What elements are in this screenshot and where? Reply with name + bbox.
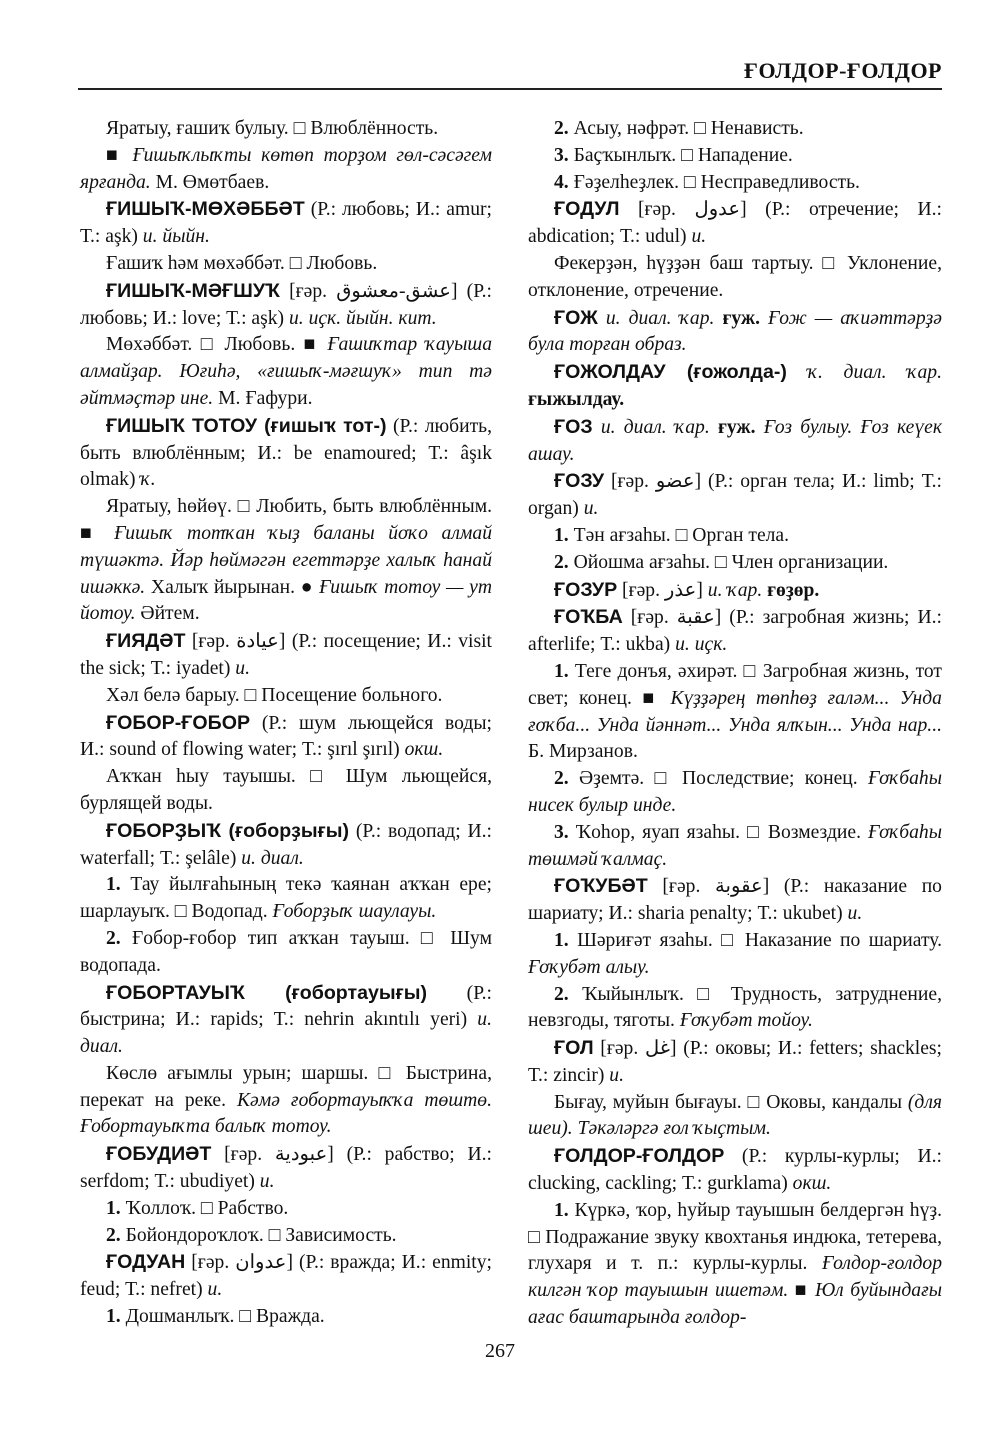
entry-text: Ғож — аҡиәттәрҙә була торған образ. — [528, 307, 942, 356]
entry-text — [760, 308, 768, 329]
entry-text: и. иҫк. — [675, 634, 728, 656]
entry-text: Ғишыҡ тотоу — ут йотоу. — [80, 576, 492, 625]
entry-text: Шәриғәт язаһы. □ Наказание по шариату. — [568, 929, 942, 951]
dictionary-entry — [528, 820, 942, 874]
entry-text: и. — [207, 1279, 223, 1301]
entry-text: [ғәр. عقبة] (Р.: загробная жизнь; И.: afterlife; Т.: ukba) — [528, 607, 942, 656]
entry-headword: ҒИШЫҠ-МӨХӘББӘТ — [106, 198, 305, 221]
entry-text: Аҡҡан һыу тауышы. □ Шум льющейся, бурлящей воды. — [80, 766, 492, 814]
entry-text: 2. — [106, 1224, 121, 1246]
running-head-title: ҒОЛДОР-ҒОЛДОР — [743, 58, 942, 83]
entry-text: Күҙҙәрең төпһөҙ ғаләм... Унда ғоҡба... Унда йәннәт... Унда ялҡын... Унда нар... — [528, 687, 942, 736]
dictionary-entry — [528, 305, 942, 360]
entry-text: [ғәр. عذر] — [617, 579, 708, 601]
dictionary-entry — [80, 413, 492, 494]
dictionary-entry — [80, 764, 492, 818]
entry-text: и. — [259, 1171, 275, 1193]
entry-text: ҡ. — [140, 469, 156, 491]
dictionary-entry — [528, 196, 942, 251]
entry-text: Ғоҡубәт тойоу. — [679, 1010, 813, 1032]
entry-headword: ҒИЯДӘТ — [106, 630, 186, 653]
entry-text: Хәл белә барыу. □ Посещение больного. — [106, 684, 443, 706]
entry-text: 3. — [554, 144, 569, 166]
entry-headword: ҒОҠУБӘТ — [554, 875, 648, 898]
entry-headword: ҒОЖОЛДАУ (ғожолда-) — [554, 361, 787, 384]
entry-text: Ойошма ағзаһы. □ Член организации. — [568, 551, 889, 573]
entry-text: [ғәр. عشق-معشوق] (Р.: любовь; И.: love; Т.: aşk) — [80, 280, 492, 329]
entry-text: [ғәр. عقوبة] (Р.: наказание по шариату; И.: sharia penalty; Т.: ukubet) — [528, 876, 942, 925]
entry-text: окш. — [792, 1173, 832, 1195]
entry-text: и. — [609, 1064, 624, 1086]
dictionary-entry — [80, 1223, 492, 1250]
entry-text: [ғәр. عبودية] (Р.: рабство; И.: serfdom; Т.: ubudiyet) — [80, 1144, 492, 1193]
entry-text: ■ — [106, 144, 133, 166]
dictionary-entry — [528, 1143, 942, 1198]
entry-text: (Р.: курлы-курлы; И.: clucking, cackling; Т.: gurklama) — [528, 1146, 942, 1195]
entry-text: Дошманлыҡ. □ Вражда. — [120, 1306, 325, 1328]
entry-text: Фекерҙән, һүҙҙән баш тартыу. □ Уклонение, отклонение, отречение. — [528, 252, 942, 301]
entry-text: Яратыу, ғашиҡ булыу. □ Влюблённость. — [106, 118, 439, 139]
dictionary-entry — [80, 251, 492, 278]
entry-headword: ҒИШЫҠ ТОТОУ (ғишыҡ тот-) — [106, 414, 387, 437]
entry-text: 3. — [554, 821, 569, 843]
dictionary-entry — [80, 1249, 492, 1304]
entry-headword: ҒОЗ — [554, 415, 593, 438]
dictionary-entry — [528, 766, 942, 820]
entry-text: 1. — [554, 524, 569, 546]
entry-text: 2. — [554, 551, 569, 573]
dictionary-entry — [528, 1035, 942, 1090]
dictionary-entry — [528, 604, 942, 659]
dictionary-entry — [80, 494, 492, 628]
entry-text: и. диал. — [80, 1009, 492, 1058]
entry-text: и. диал. ҡар. — [605, 307, 715, 329]
dictionary-entry — [528, 928, 942, 982]
running-header — [78, 52, 942, 90]
entry-text: окш. — [404, 739, 444, 761]
dictionary-entry — [528, 873, 942, 928]
entry-text: и. иҫк. йыйн. кит. — [288, 307, 437, 329]
dictionary-entry — [80, 196, 492, 251]
entry-text: Асыу, нәфрәт. □ Ненависть. — [568, 118, 804, 139]
left-column — [80, 116, 492, 1331]
entry-text: Күркә, ҡор, һуйыр тауышын белдергән һүҙ. □ Подражание звуку квохтанья индюка, тетерева, глухаря и т. п.: курлы-курлы. — [528, 1199, 942, 1275]
entry-text: Ғоборҙыҡ шаулауы. — [272, 901, 437, 923]
entry-text: Ғоз булыу. Ғоз кеүек ашау. — [528, 416, 943, 465]
dictionary-entry — [528, 1198, 942, 1332]
entry-headword: ҒОЗУР — [554, 578, 618, 601]
entry-text: ғөҙөр. — [767, 579, 820, 601]
entry-text: и. диал. ҡар. — [600, 416, 710, 438]
dictionary-entry — [80, 332, 492, 412]
dictionary-entry — [528, 1090, 942, 1144]
dictionary-entry — [528, 659, 942, 766]
entry-headword: ҒОДУЛ — [554, 198, 620, 221]
dictionary-entry — [80, 143, 492, 197]
entry-text: Ғобор-ғобор тип аҡҡан тауыш. □ Шум водопада. — [80, 927, 492, 976]
dictionary-entry — [80, 1196, 492, 1223]
dictionary-entry — [80, 872, 492, 926]
entry-text: (Р.: любить, быть влюблённым; И.: be enamoured; Т.: âşık olmak) — [80, 415, 493, 491]
entry-headword: ҒОЛ — [554, 1037, 594, 1060]
entry-text: и. — [847, 903, 863, 925]
entry-text: Ғишыҡлыҡты көтөп торҙом гөл-сәсәгем ярғанда. — [80, 144, 492, 193]
entry-text: ғуж. — [722, 307, 760, 329]
entry-text: Ғолдор-ғолдор килгән ҡор тауышын ишетәм. — [528, 1253, 942, 1302]
entry-text: и. — [235, 657, 250, 679]
entry-text: 1. — [554, 660, 569, 682]
entry-text: Юл буйындағы ағас баштарында ғолдор- — [528, 1280, 942, 1329]
entry-headword: ҒОБОР-ҒОБОР — [106, 711, 251, 734]
entry-text: Яратыу, һөйөү. □ Любить, быть влюблённым. ■ — [80, 496, 492, 544]
entry-text: и. — [583, 498, 599, 520]
entry-text: ғыжылдау. — [528, 388, 625, 410]
entry-text: Ҡыйынлыҡ. □ Трудность, затруднение, невзгоды, тяготы. — [528, 983, 942, 1032]
entry-text: Тау йылғаһының текә ҡаянан аҡҡан ере; шарлауыҡ. □ Водопад. — [80, 874, 492, 923]
entry-headword: ҒОЖ — [554, 306, 598, 329]
entry-text: Ғәҙелһеҙлек. □ Несправедливость. — [568, 171, 860, 193]
entry-text: Ҡоһор, яуап язаһы. □ Возмездие. — [568, 821, 868, 843]
entry-text: [ғәр. عضو] (Р.: орган тела; И.: limb; Т.: organ) — [528, 471, 942, 520]
entry-text: 4. — [554, 171, 569, 193]
dictionary-entry — [80, 710, 492, 765]
entry-text: 2. — [554, 983, 569, 1005]
dictionary-entry — [80, 1061, 492, 1141]
dictionary-entry — [80, 980, 492, 1061]
entry-text: Бойондороҡлоҡ. □ Зависимость. — [120, 1224, 397, 1246]
entry-text: М. Өмөтбаев. — [150, 171, 270, 193]
dictionary-entry — [80, 1141, 492, 1196]
entry-text: Бығау, муйын бығауы. □ Оковы, кандалы — [554, 1091, 908, 1113]
entry-text: Халыҡ йырынан. ● — [145, 576, 320, 598]
entry-text: и. диал. — [241, 847, 304, 869]
entry-text: Кәмә ғобортауыҡҡа төштө. Ғобортауыҡта балыҡ тотоу. — [80, 1089, 492, 1138]
dictionary-entry — [528, 170, 942, 197]
dictionary-entry — [80, 116, 492, 143]
entry-text: [ғәр. عدول] (Р.: отречение; И.: abdication; Т.: udul) — [528, 199, 942, 248]
entry-text: 2. — [106, 927, 121, 949]
entry-text: (Р.: шум льющейся воды; И.: sound of flowing water; Т.: şırıl şırıl) — [80, 712, 492, 761]
entry-text: Баҫҡынлыҡ. □ Нападение. — [568, 144, 793, 166]
entry-text: Әйтем. — [135, 603, 200, 625]
entry-text: 1. — [554, 929, 569, 951]
dictionary-entry — [80, 628, 492, 683]
dictionary-entry — [528, 251, 942, 305]
entry-text: Ғашиҡ һәм мөхәббәт. □ Любовь. — [106, 252, 378, 274]
entry-text — [787, 362, 808, 383]
entry-text: Мөхәббәт. □ Любовь. ■ — [106, 334, 328, 356]
entry-text: Әҙемтә. □ Последствие; конец. — [568, 768, 868, 790]
entry-text — [593, 417, 601, 438]
page-number: 267 — [485, 1340, 515, 1362]
entry-text: [ғәр. عيادة] (Р.: посещение; И.: visit the sick; Т.: iyadet) — [80, 631, 492, 679]
entry-text: М. Ғафури. — [213, 387, 313, 409]
entry-text: 1. — [106, 1306, 121, 1328]
entry-text: ■ — [788, 1280, 815, 1302]
entry-text: [ғәр. غل] (Р.: оковы; И.: fetters; shackles; Т.: zincir) — [528, 1038, 942, 1086]
entry-text: Ҡоллоҡ. □ Рабство. — [120, 1197, 289, 1219]
entry-headword: ҒОБОРТАУЫҠ (ғобортауығы) — [106, 981, 428, 1004]
entry-text: Көслө ағымлы урын; шаршы. □ Быстрина, перекат на реке. — [80, 1062, 492, 1111]
entry-text: Тән ағзаһы. □ Орган тела. — [568, 524, 790, 546]
entry-text: 1. — [106, 874, 121, 896]
dictionary-entry — [528, 577, 942, 605]
entry-text: (Р.: водопад; И.: waterfall; Т.: şelâle) — [80, 820, 492, 869]
entry-text: Ғашиҡтар ҡауыша алмайҙар. Юғиһә, «ғишыҡ-мәғшуҡ» тип тә әйтмәҫтәр ине. — [80, 334, 492, 409]
dictionary-entry — [528, 143, 942, 170]
entry-text: и. ҡар. — [707, 579, 763, 601]
dictionary-entry — [528, 359, 942, 414]
entry-headword: ҒОҠБА — [554, 606, 623, 629]
entry-text: ҡ. диал. ҡар. — [807, 362, 942, 384]
entry-text: 1. — [554, 1199, 569, 1221]
dictionary-entry — [80, 926, 492, 980]
dictionary-entry — [528, 414, 942, 469]
entry-text: Ғишыҡ тотҡан ҡыҙ баланы йоҡо алмай түшәктә. Йәр һөймәгән егеттәрҙе халыҡ һанай ишәккә. — [80, 522, 493, 598]
right-column — [528, 116, 942, 1332]
entry-text: [ғәр. عدوان] (Р.: вражда; И.: enmity; feud; Т.: nefret) — [80, 1252, 492, 1301]
entry-text: Теге донъя, әхирәт. □ Загробная жизнь, тот свет; конец. ■ — [528, 660, 942, 709]
entry-text: Ғоҡубәт алыу. — [528, 956, 650, 978]
entry-text — [710, 417, 718, 438]
entry-text — [756, 417, 764, 438]
dictionary-entry — [528, 468, 942, 523]
entry-text: (для шеи). Тәкәләргә ғол ҡыҫтым. — [528, 1091, 942, 1140]
dictionary-entry — [528, 982, 942, 1036]
dictionary-entry — [80, 1304, 492, 1331]
entry-text: Ғоҡбаһы төшмәй ҡалмаҫ. — [528, 821, 942, 870]
entry-headword: ҒОБУДИӘТ — [106, 1143, 212, 1166]
dictionary-entry — [80, 818, 492, 873]
entry-text: (Р.: быстрина; И.: rapids; Т.: nehrin akıntılı yeri) — [80, 982, 492, 1031]
entry-text: 2. — [554, 118, 569, 139]
entry-text: 1. — [106, 1197, 121, 1219]
dictionary-entry — [528, 523, 942, 550]
entry-headword: ҒИШЫҠ-МӘҒШУҠ — [106, 279, 280, 302]
dictionary-entry — [528, 116, 942, 143]
entry-text: 2. — [554, 768, 569, 790]
dictionary-entry — [80, 683, 492, 710]
dictionary-entry — [80, 278, 492, 333]
entry-text: и. — [691, 226, 707, 248]
entry-text: и. йыйн. — [142, 226, 210, 248]
entry-headword: ҒОБОРҘЫҠ (ғоборҙығы) — [106, 819, 350, 842]
dictionary-entry — [528, 550, 942, 577]
entry-text — [598, 308, 606, 329]
entry-headword: ҒОДУАН — [106, 1251, 186, 1274]
entry-text: (Р.: любовь; И.: amur; Т.: aşk) — [80, 199, 492, 248]
entry-text: ғуж. — [717, 416, 756, 438]
entry-text: Б. Мирзанов. — [528, 741, 638, 763]
entry-text: Ғоҡбаһы нисек булыр инде. — [528, 768, 942, 816]
entry-headword: ҒОЛДОР-ҒОЛДОР — [554, 1145, 725, 1168]
entry-headword: ҒОЗУ — [554, 470, 605, 493]
